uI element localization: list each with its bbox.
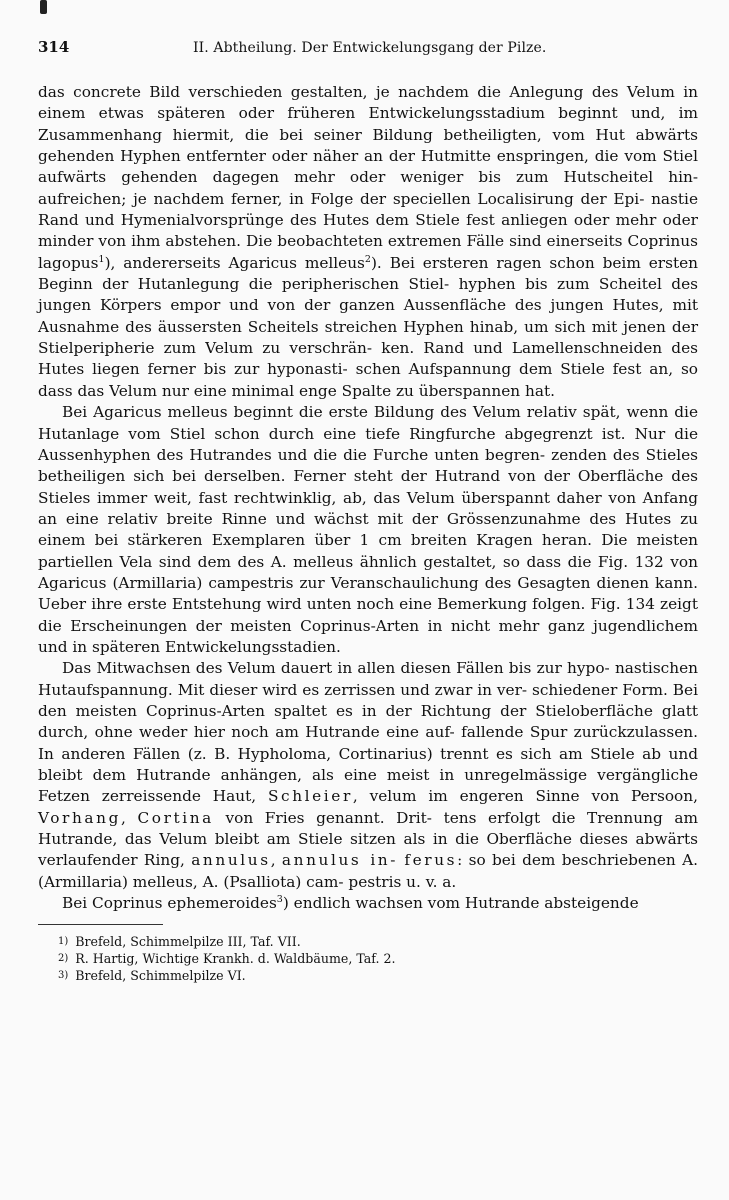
text-line: Hyphen hinab, um sich mit jenen der Stielperipherie zum Velum zu verschrän- (38, 317, 699, 358)
footnote-1 (58, 933, 698, 950)
text-line: tens erfolgt die Trennung am Hutrande, das Velum bleibt am Stiele sitzen als (38, 808, 698, 849)
text-line: aufreichen; je nachdem ferner, in Folge der speciellen Localisirung der Epi- (38, 189, 645, 208)
text-line: der meisten Coprinus-Arten in nicht mehr ganz jugendlichem und in späteren (38, 616, 698, 656)
text-line: nastischen Hutaufspannung. Mit dieser wird es zerrissen und zwar in ver- (38, 659, 698, 699)
footnote-ref-3[interactable]: 3 (276, 893, 283, 905)
paragraph-3 (38, 658, 698, 893)
footnote-3 (58, 967, 698, 984)
text-line: enge Spalte zu überspannen hat. (299, 381, 555, 400)
footnote-mark: 3) (58, 970, 69, 982)
text-line: einerseits Coprinus lagopus (38, 232, 698, 272)
text-line: Das Mitwachsen des Velum dauert in allen diesen Fällen bis zur hypo- (62, 659, 610, 678)
text-line: von der Oberfläche des Stieles immer weit, fast rechtwinklig, ab, das Velum (38, 467, 698, 507)
text-line: , (120, 808, 126, 827)
text-line: der Stieloberfläche glatt durch, ohne weder hier noch am Hutrande eine auf- (38, 701, 698, 742)
text-line: Veranschaulichung des Gesagten dienen kann. Ueber ihre erste Entstehung (38, 573, 698, 614)
footnote-ref-2[interactable]: 2 (364, 253, 371, 265)
spaced-term-vorhang: Vorhang (38, 808, 121, 827)
footnote-mark: 1) (58, 936, 69, 948)
text-line: nastie Rand und Hymenialvorsprünge des Hutes dem Stiele fest anliegen oder (38, 189, 698, 230)
page-header (38, 38, 698, 68)
text-line: pestris u. v. a. (348, 872, 457, 891)
text-line: Stiel aufwärts gehenden dagegen mehr oder weniger bis zum Hutscheitel hin- (38, 147, 698, 187)
footnote-text: Brefeld, Schimmelpilze VI. (75, 968, 246, 984)
footnotes (38, 933, 698, 984)
text-line: Zusammenhang hiermit, die bei seiner Bildung betheiligten, vom Hut abwärts (38, 125, 698, 144)
text-line: gehenden Hyphen entfernter oder näher an der Hutmitte enspringen, die vom (38, 147, 657, 166)
text-line: zenden des Stieles betheiligen sich bei derselben. Ferner steht der Hutrand (38, 445, 698, 486)
footnote-2 (58, 950, 698, 967)
spaced-term-annulus-inferus: annulus in- (281, 851, 399, 870)
body-text (38, 82, 698, 914)
text-line: in unregelmässige vergängliche Fetzen zerreissende Haut, (38, 766, 698, 806)
text-line: mehr oder minder von ihm abstehen. Die beobachteten extremen Fälle sind (38, 211, 698, 251)
spaced-term-annulus: annulus (191, 851, 271, 870)
text-line: hyphen bis zum Scheitel des jungen Körpers empor und von der ganzen (38, 275, 698, 315)
text-line: wird unten noch eine Bemerkung folgen. Fig. 134 zeigt die Erscheinungen (38, 595, 698, 635)
text-line: Bei Coprinus ephemeroides (62, 894, 277, 913)
text-line: wenn die Hutanlage vom Stiel schon durch eine tiefe Ringfurche abgegrenzt (38, 403, 699, 443)
text-line: schiedener Form. Bei den meisten Coprinus-Arten spaltet es in der Richtung (38, 680, 698, 720)
text-line: , velum (352, 787, 417, 806)
text-line: ähnlich gestaltet, so dass die Fig. 132 von Agaricus (Armillaria) campestris zur (38, 552, 698, 592)
text-line: trennt es sich am Stiele ab und bleibt dem Hutrande anhängen, als eine meist (38, 744, 698, 784)
text-line: ist. Nur die Aussenhyphen des Hutrandes und die die Furche unten begren- (38, 424, 699, 464)
running-head: II. Abtheilung. Der Entwickelungsgang der Pilze. (193, 40, 547, 56)
paragraph-1 (38, 82, 698, 402)
text-line: ragen schon beim ersten Beginn der Hutanlegung die peripherischen Stiel- (38, 253, 698, 294)
text-line: im engeren Sinne von Persoon, (428, 787, 698, 806)
footnote-divider (38, 924, 163, 925)
paragraph-4 (38, 893, 698, 914)
footnote-text: R. Hartig, Wichtige Krankh. d. Waldbäume, Taf. 2. (75, 951, 396, 967)
text-line: Bei Agaricus melleus beginnt die erste Bildung des Velum relativ spät, (62, 403, 621, 422)
text-line: schen Aufspannung dem Stiele fest an, so dass das Velum nur eine minimal (38, 360, 698, 400)
text-line: , (270, 851, 276, 870)
text-line: überspannt daher von Anfang an eine relativ breite Rinne und wächst mit der (38, 488, 698, 528)
paragraph-2 (38, 402, 698, 658)
spaced-term-schleier: Schleier (267, 787, 353, 806)
text-line: : so bei dem beschriebenen A. (Armillaria) melleus, A. (Psalliota) cam- (38, 851, 698, 891)
page-number: 314 (38, 38, 70, 56)
spaced-term-cortina: Cortina (137, 808, 214, 827)
text-line: von Fries genannt. Drit- (225, 808, 432, 827)
book-page (38, 38, 698, 984)
spaced-term-ferus: ferus (404, 851, 458, 870)
text-line: Entwickelungsstadien. (165, 637, 341, 656)
footnote-mark: 2) (58, 953, 69, 965)
scan-speck (40, 0, 47, 14)
text-line: ), andererseits Agaricus melleus (104, 253, 365, 272)
text-line: breiten Kragen heran. Die meisten partiellen Vela sind dem des A. melleus (38, 531, 698, 571)
text-line: fallende Spur zurückzulassen. In anderen Fällen (z. B. Hypholoma, Cortinarius) (38, 723, 698, 763)
text-line: ). Bei ersteren (370, 253, 489, 272)
text-line: ken. Rand und Lamellenschneiden des Hutes liegen ferner bis zur hyponasti- (38, 339, 698, 379)
text-line: Aussenfläche des jungen Hutes, mit Ausnahme des äussersten Scheitels streichen (38, 296, 698, 336)
text-line: ) endlich wachsen vom Hutrande absteigende (282, 894, 639, 913)
text-line: Grössenzunahme des Hutes zu einem bei stärkeren Exemplaren über 1 cm (38, 509, 698, 550)
text-line: in die Oberfläche dieses abwärts verlaufender Ring, (38, 830, 698, 870)
footnote-ref-1[interactable]: 1 (98, 253, 105, 265)
text-line: in einem etwas späteren oder früheren Entwickelungsstadium beginnt und, im (38, 83, 698, 123)
text-line: das concrete Bild verschieden gestalten, je nachdem die Anlegung des Velum (38, 83, 675, 101)
footnote-text: Brefeld, Schimmelpilze III, Taf. VII. (75, 934, 301, 950)
